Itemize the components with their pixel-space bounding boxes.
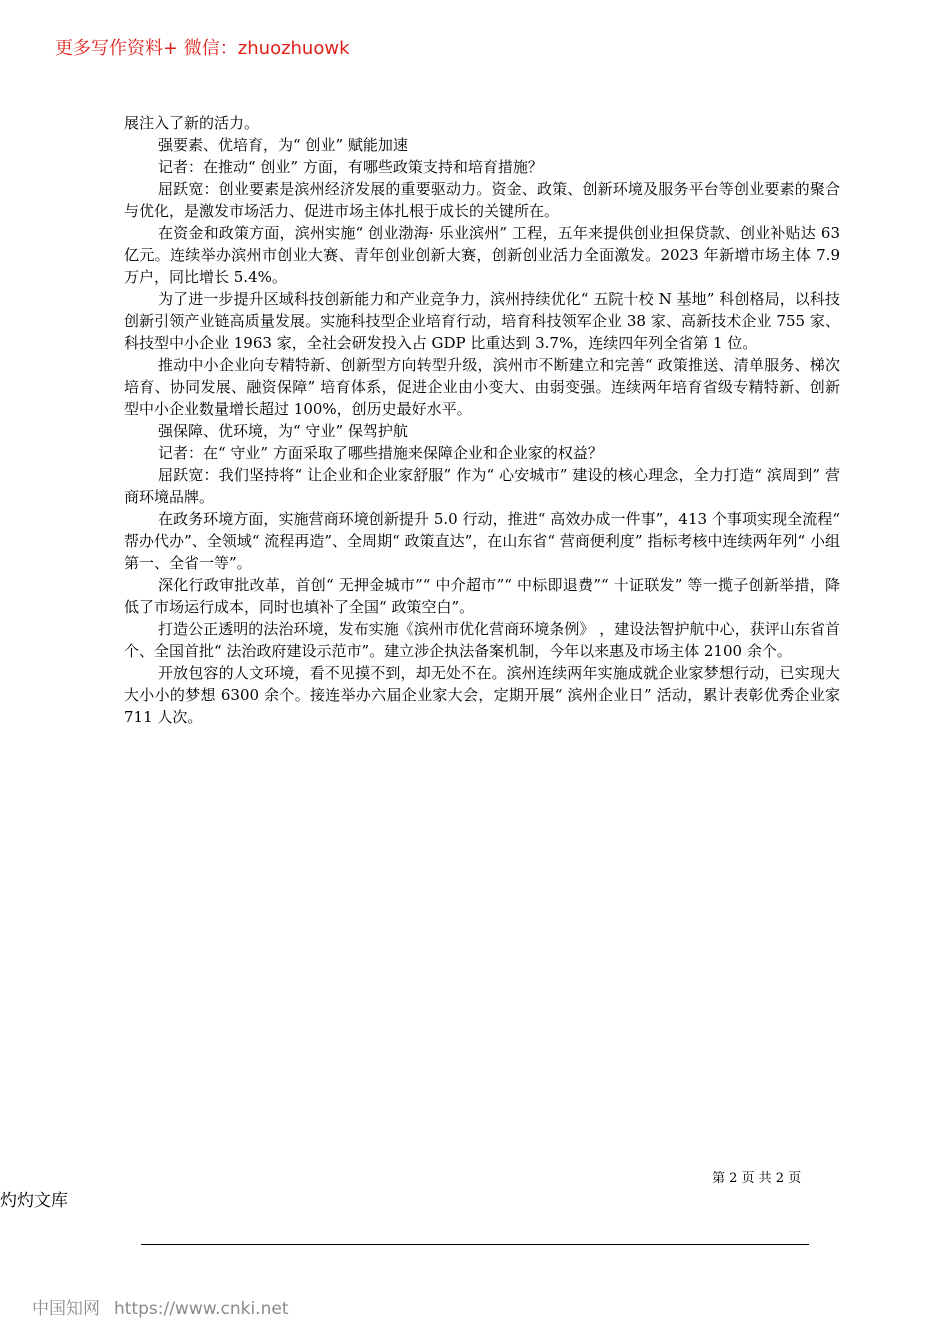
footer-watermark	[32, 1294, 288, 1319]
paragraph: 为了进一步提升区域科技创新能力和产业竞争力，滨州持续优化“ 五院十校 N 基地” 科创格局，以科技创新引领产业链高质量发展。实施科技型企业培育行动，培育科技领军企业 38 家、高新技术企业 755 家、科技型中小企业 1963 家，全社会研发投入占 GDP 比重达到 3.7%，连续四年列全省第 1 位。	[124, 290, 840, 352]
paragraph: 深化行政审批改革，首创“ 无押金城市”“ 中介超市”“ 中标即退费”“ 十证联发” 等一揽子创新举措，降低了市场运行成本，同时也填补了全国“ 政策空白”。	[124, 576, 840, 616]
footer-url-link[interactable]: https://www.cnki.net	[114, 1299, 289, 1319]
interview-question: 记者：在推动“ 创业” 方面，有哪些政策支持和培育措施？	[158, 158, 543, 176]
promo-banner: 更多写作资料+ 微信：zhuozhuowk	[55, 38, 350, 59]
footer-divider	[141, 1244, 809, 1245]
footer-site-name: 中国知网	[32, 1299, 100, 1319]
paragraph: 展注入了新的活力。	[124, 114, 260, 132]
interview-answer: 屈跃宽：我们坚持将“ 让企业和企业家舒服” 作为“ 心安城市” 建设的核心理念，全力打造“ 滨周到” 营商环境品牌。	[124, 466, 840, 506]
section-heading: 强保障、优环境，为“ 守业” 保驾护航	[158, 422, 408, 440]
page-number: 第 2 页 共 2 页	[712, 1171, 802, 1186]
interview-answer: 屈跃宽：创业要素是滨州经济发展的重要驱动力。资金、政策、创新环境及服务平台等创业要素的聚合与优化，是激发市场活力、促进市场主体扎根于成长的关键所在。	[124, 180, 840, 220]
paragraph: 在政务环境方面，实施营商环境创新提升 5.0 行动，推进“ 高效办成一件事”，413 个事项实现全流程“ 帮办代办”、全领域“ 流程再造”、全周期“ 政策直达”，在山东省“ 营商便利度” 指标考核中连续两年列“ 小组第一、全省一等”。	[124, 510, 840, 572]
paragraph: 推动中小企业向专精特新、创新型方向转型升级，滨州市不断建立和完善“ 政策推送、清单服务、梯次培育、协同发展、融资保障” 培育体系，促进企业由小变大、由弱变强。连续两年培育省级专精特新、创新型中小企业数量增长超过 100%，创历史最好水平。	[124, 356, 840, 418]
article-body	[124, 112, 840, 728]
paragraph: 打造公正透明的法治环境，发布实施《滨州市优化营商环境条例》 ，建设法智护航中心，获评山东省首个、全国首批“ 法治政府建设示范市”。建立涉企执法备案机制，今年以来惠及市场主体 2100 余个。	[124, 620, 840, 660]
paragraph: 开放包容的人文环境，看不见摸不到，却无处不在。滨州连续两年实施成就企业家梦想行动，已实现大大小小的梦想 6300 余个。接连举办六届企业家大会，定期开展“ 滨州企业日” 活动，累计表彰优秀企业家 711 人次。	[124, 664, 840, 726]
brand-label: 灼灼文库	[0, 1191, 68, 1211]
paragraph: 在资金和政策方面，滨州实施“ 创业渤海· 乐业滨州” 工程，五年来提供创业担保贷款、创业补贴达 63 亿元。连续举办滨州市创业大赛、青年创业创新大赛，创新创业活力全面激发。2023 年新增市场主体 7.9 万户，同比增长 5.4%。	[124, 224, 840, 286]
section-heading: 强要素、优培育，为“ 创业” 赋能加速	[158, 136, 408, 154]
interview-question: 记者：在“ 守业” 方面采取了哪些措施来保障企业和企业家的权益？	[158, 444, 603, 462]
